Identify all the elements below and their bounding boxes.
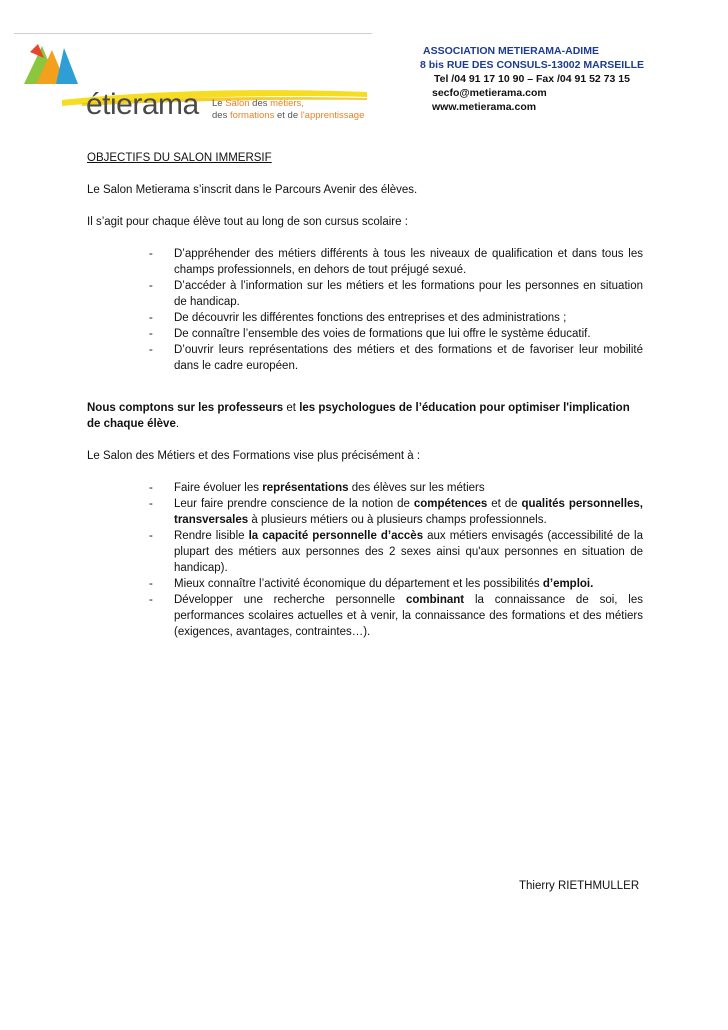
association-website: www.metierama.com [432,101,537,113]
list-item: - Faire évoluer les représentations des élèves sur les métiers [174,480,643,496]
list-item: - Mieux connaître l’activité économique du département et les possibilités d’emploi. [174,576,643,592]
association-address: 8 bis RUE DES CONSULS-13002 MARSEILLE [420,59,645,71]
association-name: ASSOCIATION METIERAMA-ADIME [423,45,599,57]
document-title: OBJECTIFS DU SALON IMMERSIF [87,152,272,164]
logo-tagline: Le Salon des métiers, des formations et de l'apprentissage [212,98,365,121]
logo-wordmark: étierama [86,88,199,121]
list-item: - Rendre lisible la capacité personnelle d’accès aux métiers envisagés (accessibilité de la plupart des métiers aux personnes des 2 sexes ainsi qu'aux personnes en situation de handicap). [174,528,643,576]
signature: Thierry RIETHMULLER [519,880,640,892]
list-item: - D’ouvrir leurs représentations des métiers et des formations et de favoriser leur mobilité dans le cadre européen. [174,342,643,374]
header-rule [14,33,372,34]
list-item: - D’accéder à l’information sur les métiers et les formations pour les personnes en situation de handicap. [174,278,643,310]
association-phone: Tel /04 91 17 10 90 – Fax /04 91 52 73 15 [434,73,630,85]
metierama-logo [22,40,372,120]
list-item: - Développer une recherche personnelle combinant la connaissance de soi, les performances scolaires actuelles et à venir, la connaissance des formations et des métiers (exigences, avantages, contraintes…). [174,592,643,640]
aim-lead-paragraph: Le Salon des Métiers et des Formations vise plus précisément à : [87,450,421,462]
aims-list [87,480,643,640]
document-body [87,150,643,656]
list-item: - De découvrir les différentes fonctions des entreprises et des administrations ; [174,310,643,326]
goals-list [87,246,643,374]
list-item: - Leur faire prendre conscience de la notion de compétences et de qualités personnelles, transversales à plusieurs métiers ou à plusieurs champs professionnels. [174,496,643,528]
list-item: - D’appréhender des métiers différents à tous les niveaux de qualification et dans tous les champs professionnels, en dehors de tout préjugé sexué. [174,246,643,278]
involvement-paragraph: Nous comptons sur les professeurs et les psychologues de l’éducation pour optimiser l'implication de chaque élève. [87,402,630,430]
list-item: - De connaître l’ensemble des voies de formations que lui offre le système éducatif. [174,326,643,342]
intro-paragraph: Le Salon Metierama s’inscrit dans le Parcours Avenir des élèves. [87,184,418,196]
lead-paragraph: Il s’agit pour chaque élève tout au long de son cursus scolaire : [87,216,408,228]
association-block [420,44,644,114]
association-email: secfo@metierama.com [432,87,547,99]
